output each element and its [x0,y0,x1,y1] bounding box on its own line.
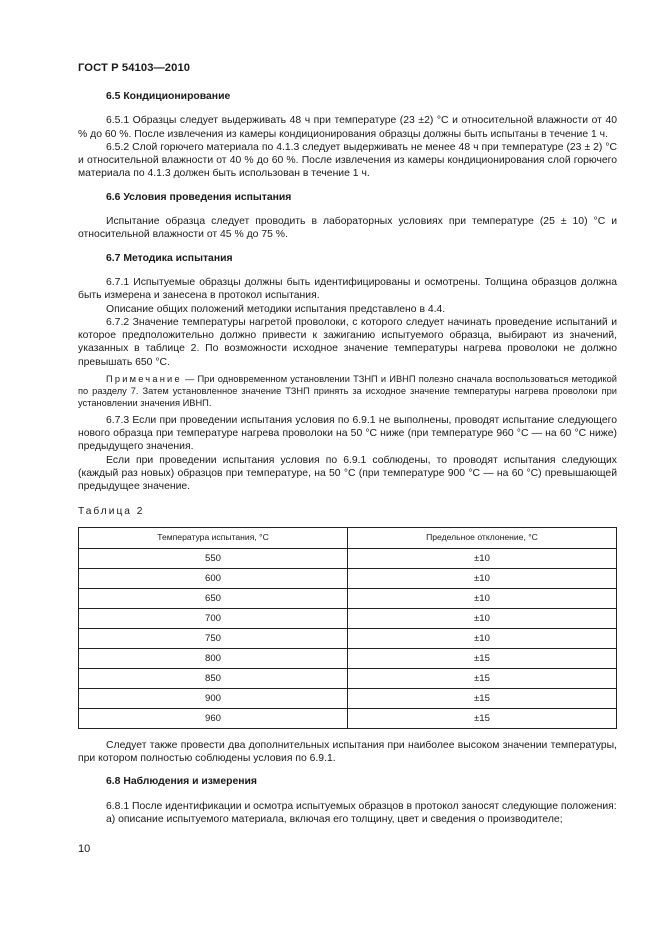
tolerance-cell: ±15 [348,688,617,708]
tolerance-cell: ±10 [348,548,617,568]
note-text: — При одновременном установлении ТЗНП и ИВНП полезно сначала воспользоваться методикой по разделу 7. Затем установленное значение ТЗНП принять за исходное значение температуры нагрева проволоки при установлении значения ИВНП. [78,374,617,409]
temperature-cell: 700 [79,608,348,628]
temperature-cell: 850 [79,668,348,688]
paragraph-6-7-1: 6.7.1 Испытуемые образцы должны быть идентифицированы и осмотрены. Толщина образцов должна быть измерена и занесена в протокол испытания. [78,276,617,302]
temperature-cell: 800 [79,648,348,668]
temperature-cell: 750 [79,628,348,648]
paragraph-after-table: Следует также провести два дополнительных испытания при наиболее высоком значении температуры, при котором полностью соблюдены условия по 6.9.1. [78,739,617,765]
table-row [79,668,617,688]
temperature-cell: 900 [79,688,348,708]
note [78,373,617,410]
table-caption: Таблица 2 [78,506,145,518]
table-header-cell: Температура испытания, °С [79,527,348,548]
table-body [79,548,617,728]
tolerance-cell: ±15 [348,648,617,668]
page-content [78,90,617,826]
tolerance-cell: ±10 [348,628,617,648]
paragraph-6-5-1: 6.5.1 Образцы следует выдерживать 48 ч при температуре (23 ±2) °С и относительной влажности от 40 % до 60 %. После извлечения из камеры кондиционирования образцы должны быть испытаны в течение 1 ч. [78,115,617,140]
tolerance-cell: ±15 [348,708,617,728]
section-6-7-heading: 6.7 Методика испытания [106,252,233,264]
temperature-cell: 600 [79,568,348,588]
table-row [79,548,617,568]
table-row [79,708,617,728]
paragraph-6-7-3-cont: Если при проведении испытания условия по 6.9.1 соблюдены, то проводят испытания следующих (каждый раз новых) образцов при температуре, на 50 °С (при температуре 900 °С — на 60 °С) превышающей предыдущее значение. [78,454,617,493]
paragraph-6-7-1-general: Описание общих положений методики испытания представлено в 4.4. [106,303,446,315]
tolerance-cell: ±10 [348,568,617,588]
table-row [79,568,617,588]
page-number: 10 [78,843,91,855]
table-header-cell: Предельное отклонение, °С [348,527,617,548]
table-row [79,608,617,628]
list-item-a: а) описание испытуемого материала, включая его толщину, цвет и сведения о производителе; [106,813,563,825]
section-6-6-heading: 6.6 Условия проведения испытания [106,191,292,203]
standard-header: ГОСТ Р 54103—2010 [78,62,191,74]
temperature-cell: 960 [79,708,348,728]
paragraph-6-5-2: 6.5.2 Слой горючего материала по 4.1.3 следует выдерживать не менее 48 ч при температуре (23 ± 2) °С и относительной влажности от 40 % до 60 %. После извлечения из камеры кондиционирования слой горючего материала по 4.1.3 должен быть использован в течение 1 ч. [78,141,617,180]
table-row [79,648,617,668]
table-row [79,628,617,648]
table-header-row [79,527,617,548]
table-row [79,588,617,608]
paragraph-6-8-1: 6.8.1 После идентификации и осмотра испытуемых образцов в протокол заносят следующие положения: [106,800,617,812]
tolerance-cell: ±15 [348,668,617,688]
paragraph-6-7-2: 6.7.2 Значение температуры нагретой проволоки, с которого следует начинать проведение испытаний и которое предположительно должно привести к зажиганию испытуемого образца, выбирают из значений, указанных в таблице 2. По возможности исходное значение температуры нагрева проволоки не должно превышать 650 °С. [78,316,617,368]
tolerance-cell: ±10 [348,588,617,608]
section-6-5-heading: 6.5 Кондиционирование [106,91,231,102]
table-row [79,688,617,708]
temperature-cell: 550 [79,548,348,568]
temperature-table [78,527,617,729]
tolerance-cell: ±10 [348,608,617,628]
section-6-8-heading: 6.8 Наблюдения и измерения [106,776,257,788]
temperature-cell: 650 [79,588,348,608]
note-label: Примечание [106,374,182,385]
paragraph-6-7-3: 6.7.3 Если при проведении испытания условия по 6.9.1 не выполнены, проводят испытание следующего нового образца при температуре нагрева проволоки на 50 °С ниже (при температуре 960 °С — на 60 °С ниже) предыдущего значения. [78,414,617,453]
paragraph-6-6: Испытание образца следует проводить в лабораторных условиях при температуре (25 ± 10) °С и относительной влажности от 45 % до 75 %. [78,216,617,241]
